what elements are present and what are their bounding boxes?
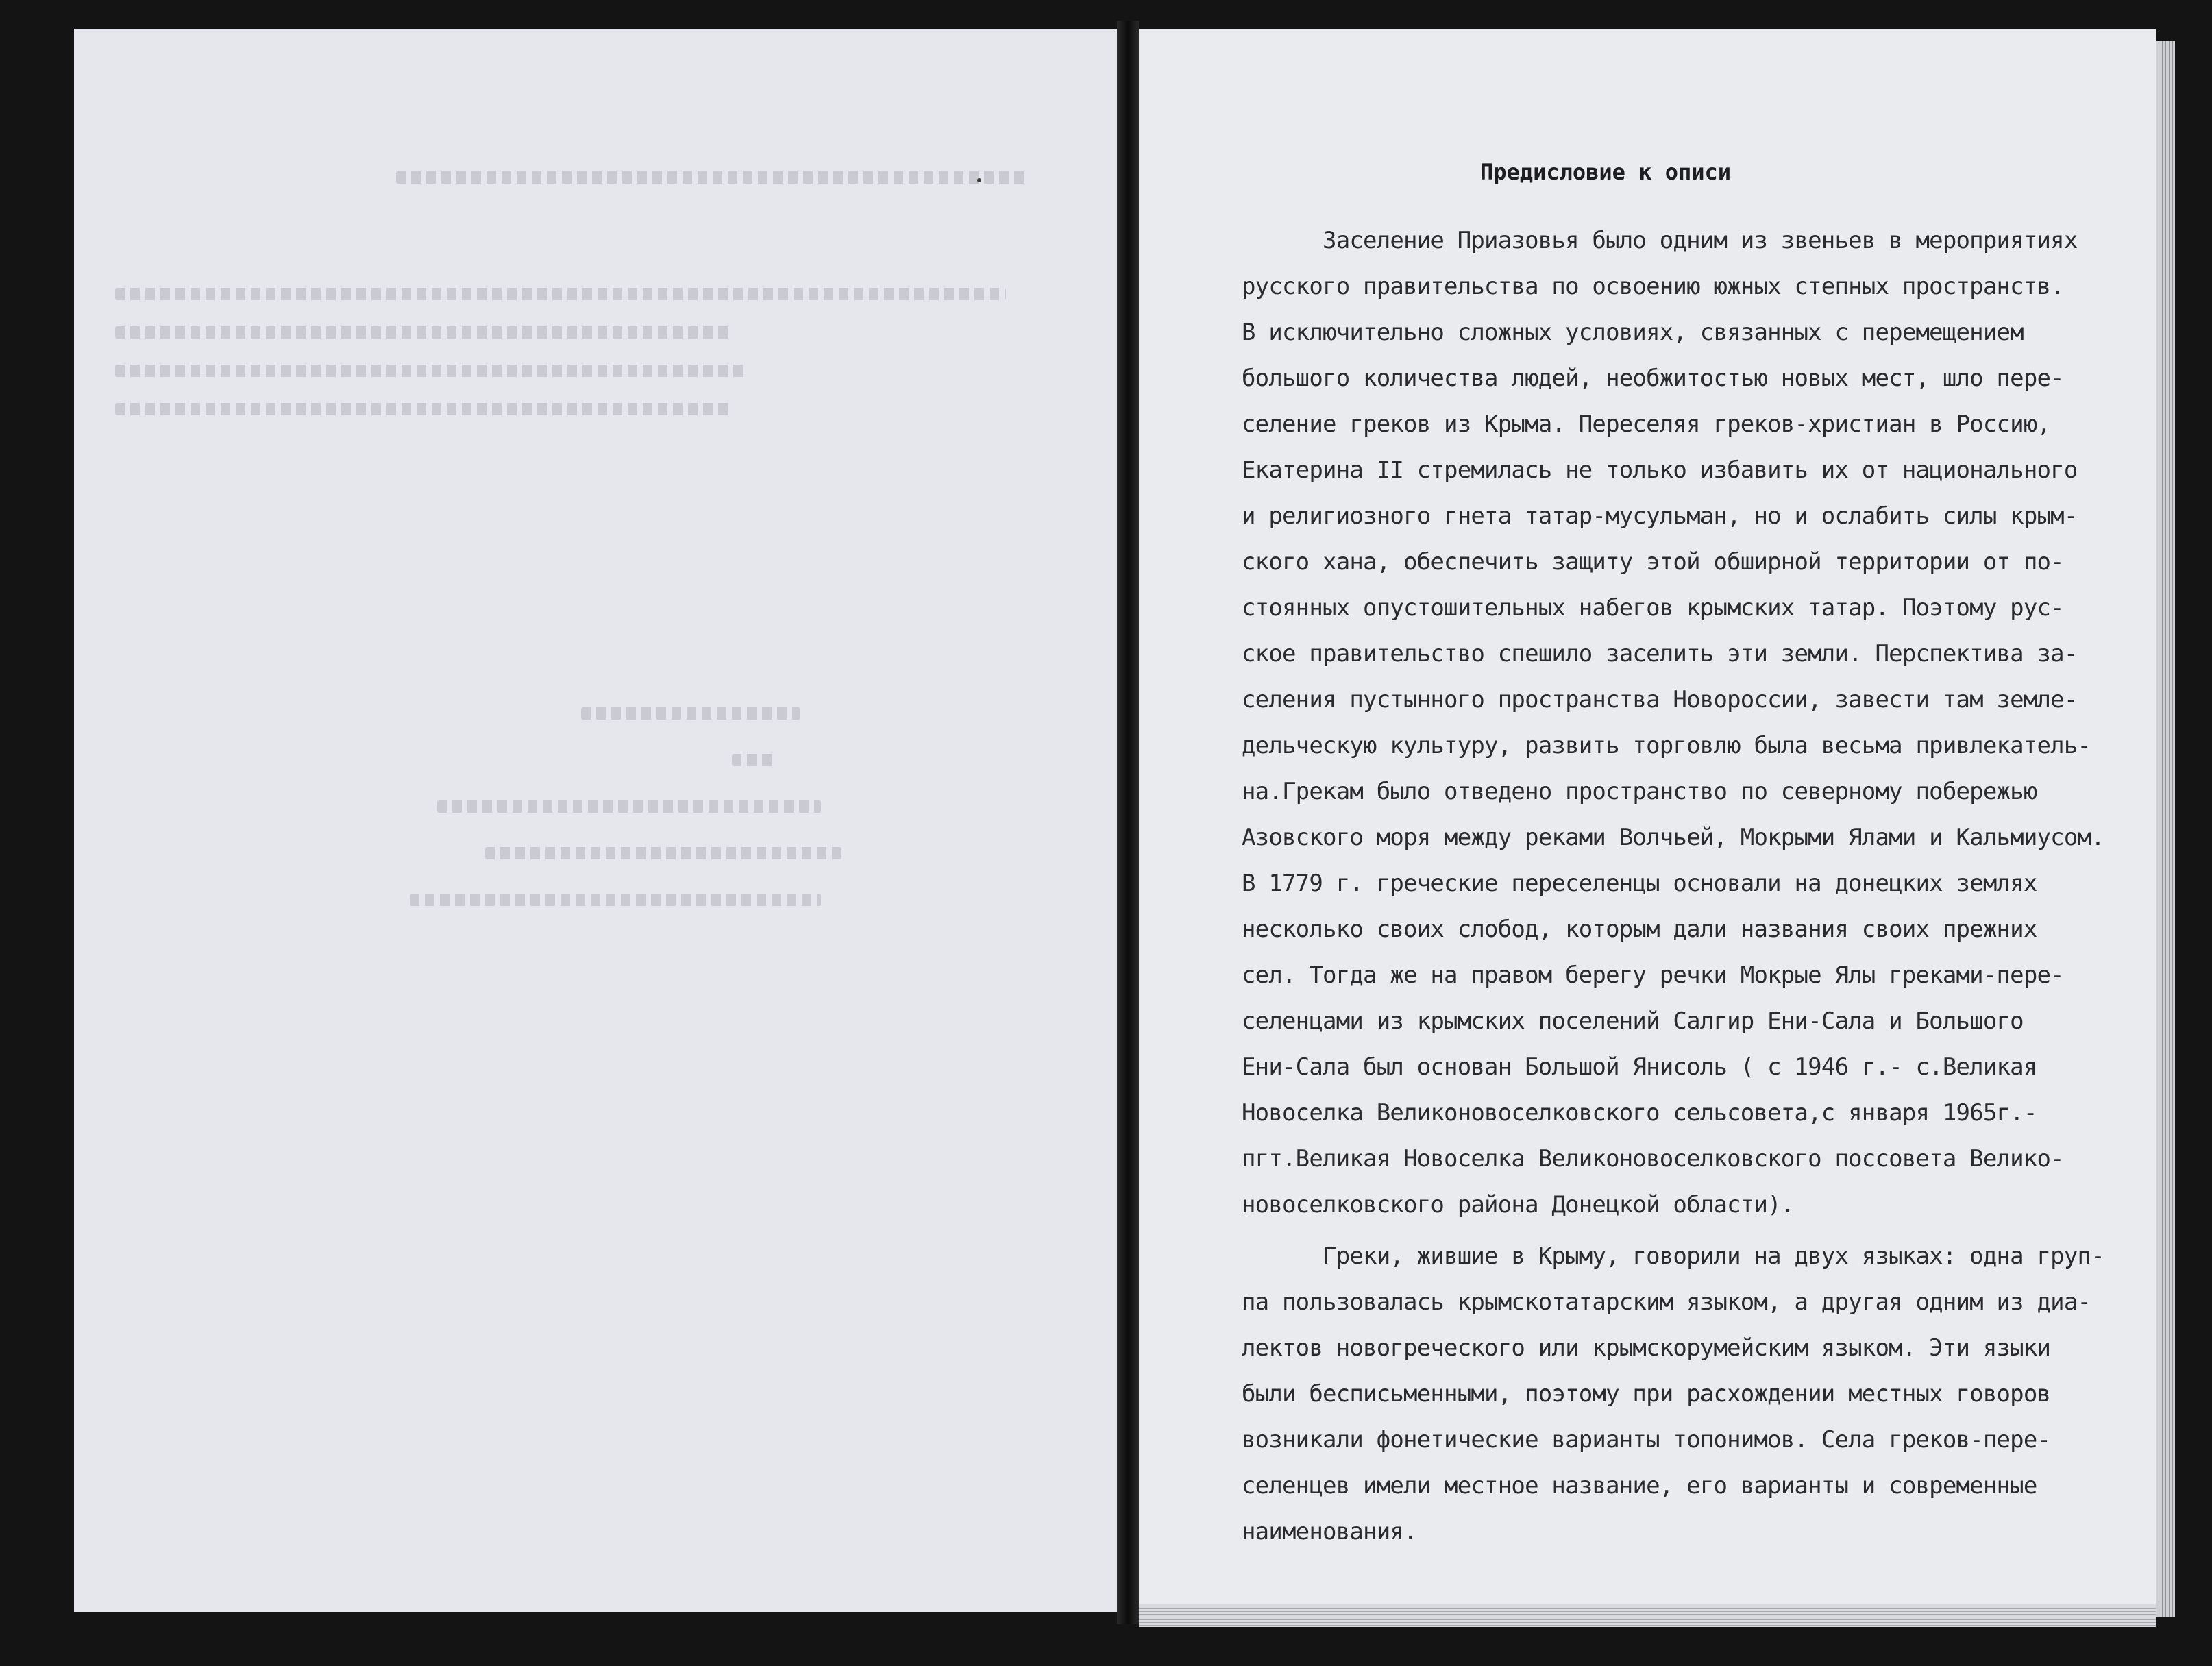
text-line: Заселение Приазовья было одним из звеньев в мероприятиях [1242, 227, 2078, 254]
text-line: Ени-Сала был основан Большой Янисоль ( с 1946 г.- с.Великая [1242, 1053, 2037, 1081]
bleed-through-line [115, 326, 732, 339]
document-body [1242, 218, 2153, 1555]
bleed-through-line [437, 800, 821, 813]
text-line: были бесписьменными, поэтому при расхождении местных говоров [1242, 1380, 2051, 1408]
text-line: возникали фонетические варианты топонимов. Села греков-пере- [1242, 1426, 2051, 1454]
left-page [74, 29, 1117, 1612]
bleed-through-line [396, 171, 1027, 184]
bleed-through-line [581, 707, 800, 720]
text-line: дельческую культуру, развить торговлю была весьма привлекатель- [1242, 732, 2091, 759]
text-line: Азовского моря между реками Волчьей, Мокрыми Ялами и Кальмиусом. [1242, 824, 2104, 851]
text-line: на.Грекам было отведено пространство по северному побережью [1242, 778, 2037, 805]
text-line: пгт.Великая Новоселка Великоновоселковского поссовета Велико- [1242, 1145, 2064, 1173]
document-title: Предисловие к описи [1480, 159, 1732, 185]
text-line: сел. Тогда же на правом берегу речки Мокрые Ялы греками-пере- [1242, 961, 2064, 989]
text-line: русского правительства по освоению южных степных пространств. [1242, 273, 2064, 300]
text-line: В исключительно сложных условиях, связанных с перемещением [1242, 319, 2024, 346]
text-line: Новоселка Великоновоселковского сельсовета,с января 1965г.- [1242, 1099, 2037, 1127]
paragraph-2 [1242, 1234, 2153, 1555]
paragraph-1 [1242, 218, 2153, 1228]
page-edge-right [2156, 41, 2175, 1617]
text-line: селенцев имели местное название, его варианты и современные [1242, 1472, 2037, 1499]
bleed-through-line [115, 403, 732, 415]
bleed-through-line [410, 894, 821, 906]
text-line: Греки, жившие в Крыму, говорили на двух языках: одна груп- [1242, 1242, 2104, 1270]
text-line: селение греков из Крыма. Переселяя греков-христиан в Россию, [1242, 411, 2051, 438]
text-line: ского хана, обеспечить защиту этой обширной территории от по- [1242, 548, 2064, 576]
bleed-through-line [115, 365, 746, 377]
text-line: ское правительство спешило заселить эти земли. Перспектива за- [1242, 640, 2078, 667]
text-line: Екатерина II стремилась не только избавить их от национального [1242, 456, 2078, 484]
page-edge-stack [1139, 1604, 2156, 1627]
text-line: селения пустынного пространства Новороссии, завести там земле- [1242, 686, 2078, 713]
text-line: селенцами из крымских поселений Салгир Ени-Сала и Большого [1242, 1007, 2024, 1035]
text-line: лектов новогреческого или крымскорумейским языком. Эти языки [1242, 1334, 2051, 1362]
book-gutter [1117, 21, 1139, 1624]
text-line: большого количества людей, необжитостью новых мест, шло пере- [1242, 365, 2064, 392]
text-line: В 1779 г. греческие переселенцы основали на донецких землях [1242, 870, 2037, 897]
bleed-through-line [115, 288, 1006, 300]
ink-speck [977, 178, 981, 182]
text-line: стоянных опустошительных набегов крымских татар. Поэтому рус- [1242, 594, 2064, 622]
text-line: несколько своих слобод, которым дали названия своих прежних [1242, 916, 2037, 943]
text-line: и религиозного гнета татар-мусульман, но и ослабить силы крым- [1242, 502, 2078, 530]
text-line: па пользовалась крымскотатарским языком, а другая одним из диа- [1242, 1288, 2091, 1316]
text-line: наименования. [1242, 1518, 1417, 1545]
bleed-through-line [485, 847, 841, 859]
bleed-through-line [732, 754, 773, 766]
text-line: новоселковского района Донецкой области). [1242, 1191, 1795, 1218]
